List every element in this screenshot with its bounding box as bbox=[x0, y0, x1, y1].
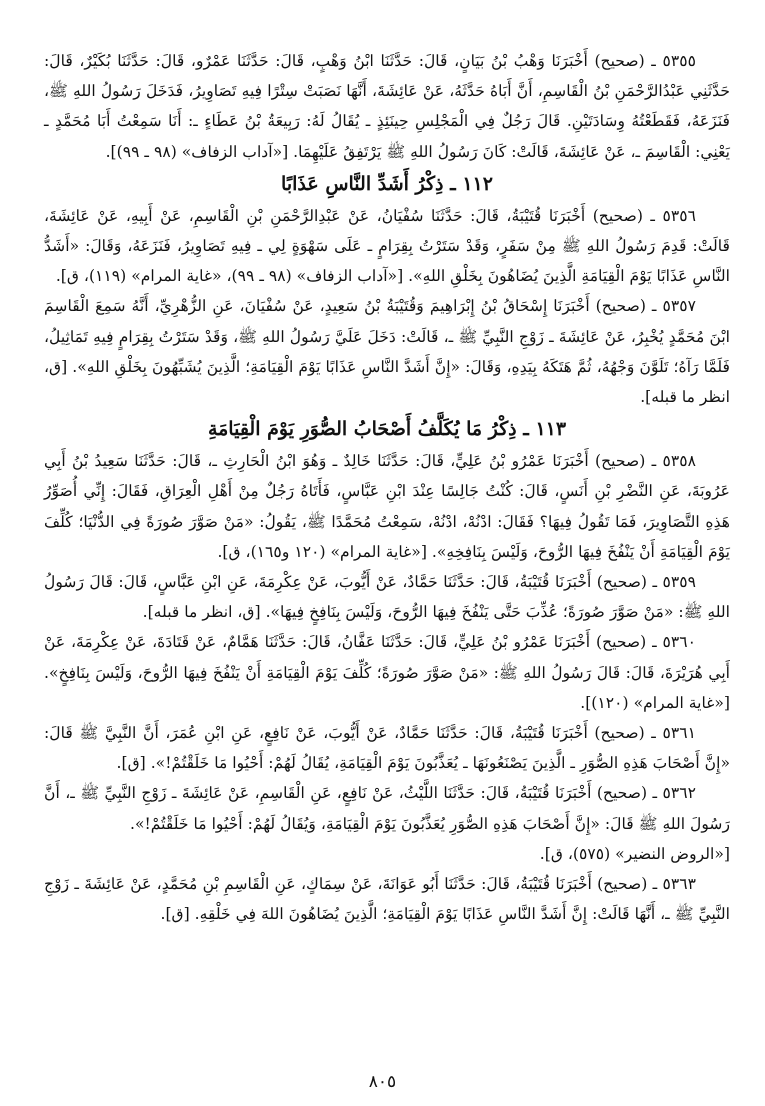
hadith-5362: ٥٣٦٢ ـ (صحيح) أَخْبَرَنَا قُتَيْبَةُ، قَالَ: حَدَّثَنَا اللَّيْثُ، عَنْ نَافِعٍ، عَنِ الْقَاسِمِ، عَنْ عَائِشَةَ ـ زَوْجِ النَّبِيِّ ﷺ ـ، أَنَّ رَسُولَ اللهِ ﷺ قَالَ: «إِنَّ أَصْحَابَ هَذِهِ الصُّوَرِ يُعَذَّبُونَ يَوْمَ الْقِيَامَةِ، وَيُقَالُ لَهُمْ: أَحْيُوا مَا خَلَقْتُمْ!». bbox=[44, 784, 730, 833]
hadith-5357: ٥٣٥٧ ـ (صحيح) أَخْبَرَنَا إِسْحَاقُ بْنُ إِبْرَاهِيمَ وَقُتَيْبَةُ بْنُ سَعِيدٍ، عَنْ سُفْيَانَ، عَنِ الزُّهْرِيِّ، أَنَّهُ سَمِعَ الْقَاسِمَ ابْنَ مُحَمَّدٍ يُخْبِرُ، عَنْ عَائِشَةَ ـ زَوْجِ النَّبِيِّ ﷺ ـ، قَالَتْ: دَخَلَ عَلَيَّ رَسُولُ اللهِ ﷺ، وَقَدْ سَتَرْتُ بِقِرَامٍ فِيهِ تَمَاثِيلُ، فَلَمَّا رَآهُ؛ تَلَوَّنَ وَجْهُهُ، ثُمَّ هَتَكَهُ بِيَدِهِ، وَقَالَ: «إِنَّ أَشَدَّ النَّاسِ عَذَابًا يَوْمَ الْقِيَامَةِ؛ الَّذِينَ يُشَبِّهُونَ بِخَلْقِ اللهِ». [ق، انظر ما قبله]. bbox=[44, 297, 730, 407]
hadith-5358: ٥٣٥٨ ـ (صحيح) أَخْبَرَنَا عَمْرُو بْنُ عَلِيٍّ، قَالَ: حَدَّثَنَا خَالِدٌ ـ وَهُوَ ابْنُ الْحَارِثِ ـ، قَالَ: حَدَّثَنَا سَعِيدُ بْنُ أَبِي عَرُوبَةَ، عَنِ النَّضْرِ بْنِ أَنَسٍ، قَالَ: كُنْتُ جَالِسًا عِنْدَ ابْنِ عَبَّاسٍ، فَأَتَاهُ رَجُلٌ مِنْ أَهْلِ الْعِرَاقِ، فَقَالَ: إِنِّي أُصَوِّرُ هَذِهِ التَّصَاوِيرَ، فَمَا تَقُولُ فِيهَا؟ فَقَالَ: ادْنُهْ، ادْنُهْ، سَمِعْتُ مُحَمَّدًا ﷺ، يَقُولُ: «مَنْ صَوَّرَ صُورَةً فِي الدُّنْيَا؛ كُلِّفَ يَوْمَ الْقِيَامَةِ أَنْ يَنْفُخَ فِيهَا الرُّوحَ، وَلَيْسَ بِنَافِخِهِ». [«غاية المرام» (١٢٠ و١٦٥)، ق]. bbox=[44, 452, 730, 561]
hadith-5355: ٥٣٥٥ ـ (صحيح) أَخْبَرَنَا وَهْبُ بْنُ بَيَانٍ، قَالَ: حَدَّثَنَا ابْنُ وَهْبٍ، قَالَ: حَدَّثَنَا عَمْرٌو، قَالَ: حَدَّثَنَا بُكَيْرٌ، قَالَ: حَدَّثَنِي عَبْدُالرَّحْمَنِ بْنُ الْقَاسِمِ، أَنَّ أَبَاهُ حَدَّثَهُ، عَنْ عَائِشَةَ، أَنَّهَا نَصَبَتْ سِتْرًا فِيهِ تَصَاوِيرُ، فَدَخَلَ رَسُولُ اللهِ ﷺ، فَنَزَعَهُ، فَقَطَعْتُهُ وِسَادَتَيْنِ. قَالَ رَجُلٌ فِي الْمَجْلِسِ حِينَئِذٍ ـ يُقَالُ لَهُ: رَبِيعَةُ بْنُ عَطَاءٍ ـ: أَنَا سَمِعْتُ أَبَا مُحَمَّدٍ ـ يَعْنِي: الْقَاسِمَ ـ، عَنْ عَائِشَةَ، قَالَتْ: كَانَ رَسُولُ اللهِ ﷺ يَرْتَفِقُ عَلَيْهِمَا. [«آداب الزفاف» (٩٨ ـ ٩٩)]. bbox=[44, 52, 730, 161]
hadith-5361: ٥٣٦١ ـ (صحيح) أَخْبَرَنَا قُتَيْبَةُ، قَالَ: حَدَّثَنَا حَمَّادٌ، عَنْ أَيُّوبَ، عَنْ نَافِعٍ، عَنِ ابْنِ عُمَرَ، أَنَّ النَّبِيَّ ﷺ قَالَ: «إِنَّ أَصْحَابَ هَذِهِ الصُّوَرِ ـ الَّذِينَ يَصْنَعُونَهَا ـ يُعَذَّبُونَ يَوْمَ الْقِيَامَةِ، يُقَالُ لَهُمْ: أَحْيُوا مَا خَلَقْتُمْ!». [ق]. bbox=[44, 724, 730, 773]
hadith-5359: ٥٣٥٩ ـ (صحيح) أَخْبَرَنَا قُتَيْبَةُ، قَالَ: حَدَّثَنَا حَمَّادٌ، عَنْ أَيُّوبَ، عَنْ عِكْرِمَةَ، عَنِ ابْنِ عَبَّاسٍ، قَالَ: قَالَ رَسُولُ اللهِ ﷺ: «مَنْ صَوَّرَ صُورَةً؛ عُذِّبَ حَتَّى يَنْفُخَ فِيهَا الرُّوحَ، وَلَيْسَ بِنَافِخٍ فِيهَا». [ق، انظر ما قبله]. bbox=[44, 573, 730, 622]
hadith-5363: ٥٣٦٣ ـ (صحيح) أَخْبَرَنَا قُتَيْبَةُ، قَالَ: حَدَّثَنَا أَبُو عَوَانَةَ، عَنْ سِمَاكٍ، عَنِ الْقَاسِمِ بْنِ مُحَمَّدٍ، عَنْ عَائِشَةَ ـ زَوْجِ النَّبِيِّ ﷺ ـ، أَنَّهَا قَالَتْ: إِنَّ أَشَدَّ النَّاسِ عَذَابًا يَوْمَ الْقِيَامَةِ؛ الَّذِينَ يُضَاهُونَ اللهَ فِي خَلْقِهِ. [ق]. bbox=[44, 875, 730, 924]
hadith-5356: ٥٣٥٦ ـ (صحيح) أَخْبَرَنَا قُتَيْبَةُ، قَالَ: حَدَّثَنَا سُفْيَانُ، عَنْ عَبْدِالرَّحْمَنِ بْنِ الْقَاسِمِ، عَنْ أَبِيهِ، عَنْ عَائِشَةَ، قَالَتْ: قَدِمَ رَسُولُ اللهِ ﷺ مِنْ سَفَرٍ، وَقَدْ سَتَرْتُ بِقِرَامٍ ـ عَلَى سَهْوَةٍ لِي ـ فِيهِ تَصَاوِيرُ، فَنَزَعَهُ، وَقَالَ: «أَشَدُّ النَّاسِ عَذَابًا يَوْمَ الْقِيَامَةِ الَّذِينَ يُضَاهُونَ بِخَلْقِ اللهِ». [«آداب الزفاف» (٩٨ ـ ٩٩)، «غاية المرام» (١١٩)، ق]. bbox=[44, 206, 730, 286]
page-number: ٨٠٥ bbox=[368, 1072, 397, 1092]
hadith-5362-reference: [«الروض النضير» (٥٧٥)، ق]. bbox=[539, 844, 730, 863]
hadith-5360: ٥٣٦٠ ـ (صحيح) أَخْبَرَنَا عَمْرُو بْنُ عَلِيٍّ، قَالَ: حَدَّثَنَا عَفَّانُ، قَالَ: حَدَّثَنَا هَمَّامٌ، عَنْ قَتَادَةَ، عَنْ عِكْرِمَةَ، عَنْ أَبِي هُرَيْرَةَ، قَالَ: قَالَ رَسُولُ اللهِ ﷺ: «مَنْ صَوَّرَ صُورَةً؛ كُلِّفَ يَوْمَ الْقِيَامَةِ أَنْ يَنْفُخَ فِيهَا الرُّوحَ، وَلَيْسَ بِنَافِخٍ». [«غاية المرام» (١٢٠)]. bbox=[44, 633, 730, 712]
chapter-heading-113: ١١٣ ـ ذِكْرُ مَا يُكَلَّفُ أَصْحَابُ الصُّوَرِ يَوْمَ الْقِيَامَةِ bbox=[207, 418, 567, 441]
chapter-heading-112: ١١٢ ـ ذِكْرُ أَشَدِّ النَّاسِ عَذَابًا bbox=[281, 172, 493, 195]
page-body bbox=[44, 46, 730, 929]
